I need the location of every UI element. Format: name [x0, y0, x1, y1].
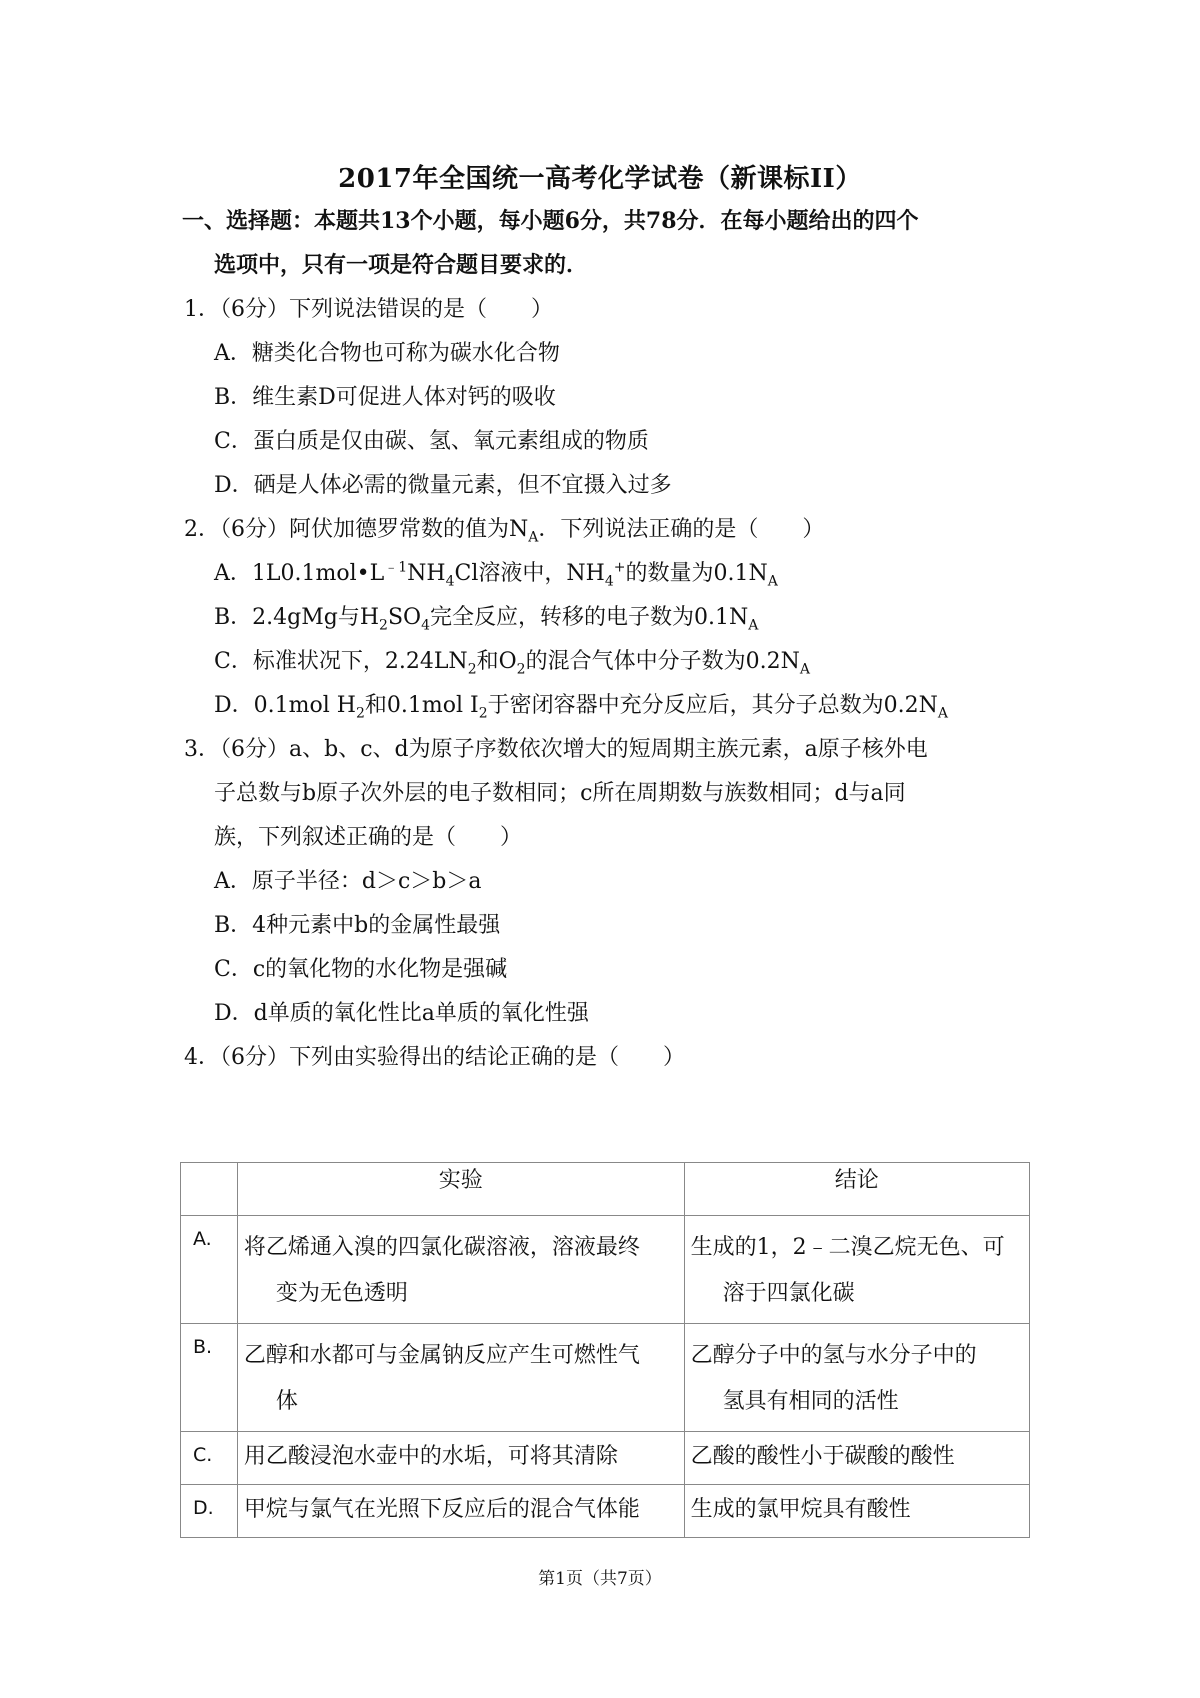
page-title: 2017年全国统一高考化学试卷（新课标II）	[338, 164, 862, 194]
row-label: A.	[181, 1216, 238, 1324]
q2-option-b: B．2.4gMg与$H_2SO_4$完全反应，转移的电子数为$0.1N_A$	[214, 605, 759, 634]
experiment-cell: 将乙烯通入溴的四氯化碳溶液，溶液最终 变为无色透明	[237, 1216, 684, 1324]
experiment-cell: 乙醇和水都可与金属钠反应产生可燃性气 体	[237, 1324, 684, 1432]
table-row	[181, 1485, 1030, 1538]
conclusion-cell: 生成的1，2﹣二溴乙烷无色、可 溶于四氯化碳	[684, 1216, 1029, 1324]
table-row	[181, 1432, 1030, 1485]
table-header-conclusion: 结论	[684, 1163, 1029, 1216]
q2-option-c: C．标准状况下，$2.24LN_2$和$O_2$的混合气体中分子数为$0.2N_A$	[214, 649, 810, 678]
q1-option-c: C．蛋白质是仅由碳、氢、氧元素组成的物质	[214, 429, 649, 454]
conclusion-cell: 乙醇分子中的氢与水分子中的 氢具有相同的活性	[684, 1324, 1029, 1432]
table-header-blank	[181, 1163, 238, 1216]
q3-stem-line2: 子总数与b原子次外层的电子数相同；c所在周期数与族数相同；d与a同	[214, 781, 906, 806]
table-header-experiment: 实验	[237, 1163, 684, 1216]
q1-option-a: A．糖类化合物也可称为碳水化合物	[214, 341, 560, 366]
conclusion-cell: 乙酸的酸性小于碳酸的酸性	[684, 1432, 1029, 1485]
table-header-row	[181, 1163, 1030, 1216]
page-footer: 第1页（共7页）	[538, 1569, 662, 1589]
conclusion-cell: 生成的氯甲烷具有酸性	[684, 1485, 1029, 1538]
q3-option-a: A．原子半径：d＞c＞b＞a	[214, 869, 482, 894]
q2-option-d: D．0.1mol $H_2$和0.1mol $I_2$于密闭容器中充分反应后，其分子总数为$0.2N_A$	[214, 693, 948, 722]
experiment-cell: 用乙酸浸泡水壶中的水垢，可将其清除	[237, 1432, 684, 1485]
q1-option-d: D．硒是人体必需的微量元素，但不宜摄入过多	[214, 473, 672, 498]
q3-stem-line3: 族，下列叙述正确的是（ ）	[214, 825, 523, 850]
q4-stem: 4．（6分）下列由实验得出的结论正确的是（ ）	[184, 1045, 685, 1070]
table-row	[181, 1324, 1030, 1432]
q2-stem: 2．（6分）阿伏加德罗常数的值为$N_A$．下列说法正确的是（ ）	[184, 517, 825, 546]
row-label: B.	[181, 1324, 238, 1432]
q1-stem: 1．（6分）下列说法错误的是（ ）	[184, 297, 553, 322]
q3-option-b: B．4种元素中b的金属性最强	[214, 913, 501, 938]
row-label: D.	[181, 1485, 238, 1538]
q3-option-c: C．c的氧化物的水化物是强碱	[214, 957, 508, 982]
q1-option-b: B．维生素D可促进人体对钙的吸收	[214, 385, 556, 410]
experiment-cell: 甲烷与氯气在光照下反应后的混合气体能	[237, 1485, 684, 1538]
q2-option-a: A．$1L0.1mol•L^{﹣1}NH_4Cl$溶液中，$NH_4^+$的数量为$0.1N_A$	[214, 559, 778, 590]
q3-stem-line1: 3．（6分）a、b、c、d为原子序数依次增大的短周期主族元素，a原子核外电	[184, 737, 928, 762]
row-label: C.	[181, 1432, 238, 1485]
table-row	[181, 1216, 1030, 1324]
q3-option-d: D．d单质的氧化性比a单质的氧化性强	[214, 1001, 589, 1026]
section-heading-line1: 一、选择题：本题共13个小题，每小题6分，共78分．在每小题给出的四个	[182, 208, 919, 234]
section-heading-line2: 选项中，只有一项是符合题目要求的．	[214, 252, 589, 278]
q4-experiment-table	[180, 1162, 1030, 1538]
